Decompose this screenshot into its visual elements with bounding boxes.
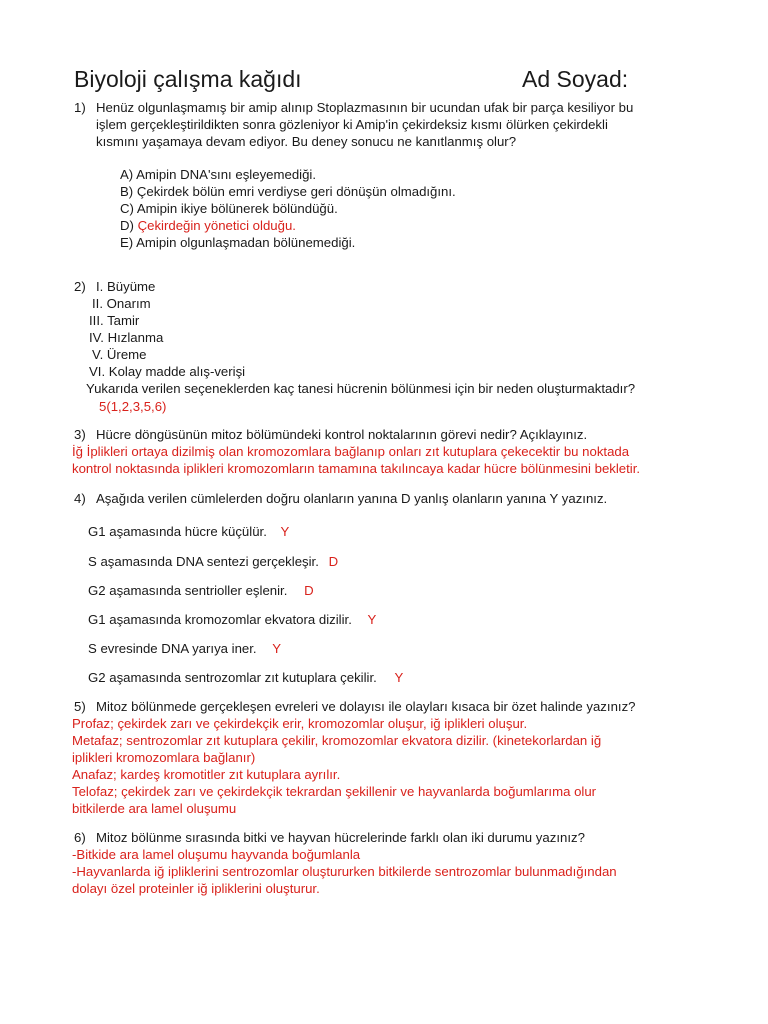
q5-answer-line-1: Profaz; çekirdek zarı ve çekirdekçik erir, kromozomlar oluşur, iğ iplikleri oluşur. — [72, 716, 528, 731]
statement-answer: Y — [367, 612, 377, 627]
q1-option-c — [120, 200, 338, 217]
q3-answer-line-1: İğ İplikleri ortaya dizilmiş olan kromozomlara bağlanıp onları zıt kutuplara çekecektir bu noktada — [72, 444, 630, 459]
q2-number: 2) — [74, 279, 86, 294]
q3-answer-line-2: kontrol noktasında iplikleri kromozomların tamamına takılıncaya kadar hücre bölünmesini bekletir. — [72, 461, 641, 476]
q1-option-e — [120, 234, 355, 251]
q2-item-2: II. Onarım — [92, 296, 151, 311]
q5-answer-line-3: iplikleri kromozomlara bağlanır) — [72, 750, 256, 765]
name-label: Ad Soyad: — [522, 66, 629, 92]
statement-text: G2 aşamasında sentrozomlar zıt kutuplara çekilir. — [88, 670, 377, 685]
option-label: B) — [120, 184, 134, 199]
q2-item-1: I. Büyüme — [96, 279, 156, 294]
statement-text: G1 aşamasında kromozomlar ekvatora dizilir. — [88, 612, 352, 627]
statement-answer: D — [328, 554, 339, 569]
option-text-answer: Çekirdeğin yönetici olduğu. — [137, 218, 296, 233]
q2-question: Yukarıda verilen seçeneklerden kaç tanesi hücrenin bölünmesi için bir neden oluşturmaktadır? — [86, 381, 636, 396]
q4-statement-1 — [88, 523, 289, 540]
q3-question: Hücre döngüsünün mitoz bölümündeki kontrol noktalarının görevi nedir? Açıklayınız. — [96, 427, 588, 442]
option-label: E) — [120, 235, 134, 250]
q1-line-2: işlem gerçekleştirildikten sonra gözleniyor ki Amip'in çekirdeksiz kısmı ölürken çekirdekli — [96, 117, 608, 132]
q5-answer-line-6: bitkilerde ara lamel oluşumu — [72, 801, 237, 816]
option-label: A) — [120, 167, 134, 182]
statement-answer: Y — [280, 524, 290, 539]
page-title: Biyoloji çalışma kağıdı — [74, 66, 302, 92]
statement-text: S evresinde DNA yarıya iner. — [88, 641, 257, 656]
q4-statement-4 — [88, 611, 376, 628]
q6-answer-line-1: -Bitkide ara lamel oluşumu hayvanda boğumlanla — [72, 847, 361, 862]
q5-number: 5) — [74, 699, 86, 714]
statement-answer: Y — [272, 641, 282, 656]
q1-line-1: Henüz olgunlaşmamış bir amip alınıp Stoplazmasının bir ucundan ufak bir parça kesiliyor bu — [96, 100, 634, 115]
q1-option-b — [120, 183, 456, 200]
q6-answer-line-3: dolayı özel proteinler iğ ipliklerini oluşturur. — [72, 881, 320, 896]
q4-statement-3 — [88, 582, 314, 599]
q5-question: Mitoz bölünmede gerçekleşen evreleri ve dolayısı ile olayları kısaca bir özet halinde yazınız? — [96, 699, 636, 714]
option-text: Çekirdek bölün emri verdiyse geri dönüşün olmadığını. — [136, 184, 456, 199]
option-label: C) — [120, 201, 134, 216]
option-text: Amipin ikiye bölünerek bölündüğü. — [136, 201, 338, 216]
q2-item-3: III. Tamir — [89, 313, 140, 328]
q2-item-4: IV. Hızlanma — [89, 330, 164, 345]
statement-answer: D — [304, 583, 314, 598]
option-label: D) — [120, 218, 134, 233]
q5-answer-line-2: Metafaz; sentrozomlar zıt kutuplara çekilir, kromozomlar ekvatora dizilir. (kinetekorlardan iğ — [72, 733, 602, 748]
statement-answer: Y — [394, 670, 404, 685]
q3-number: 3) — [74, 427, 86, 442]
q5-answer-line-5: Telofaz; çekirdek zarı ve çekirdekçik tekrardan şekillenir ve hayvanlarda boğumlarıma olur — [72, 784, 597, 799]
q6-question: Mitoz bölünme sırasında bitki ve hayvan hücrelerinde farklı olan iki durumu yazınız? — [96, 830, 585, 845]
statement-text: G1 aşamasında hücre küçülür. — [88, 524, 267, 539]
q5-answer-line-4: Anafaz; kardeş kromotitler zıt kutuplara ayrılır. — [72, 767, 341, 782]
q4-statement-5 — [88, 640, 281, 657]
q1-number: 1) — [74, 100, 86, 115]
q1-option-a — [120, 166, 316, 183]
statement-text: G2 aşamasında sentrioller eşlenir. — [88, 583, 288, 598]
q4-number: 4) — [74, 491, 86, 506]
q2-item-5: V. Üreme — [92, 347, 147, 362]
option-text: Amipin olgunlaşmadan bölünemediği. — [136, 235, 356, 250]
q2-answer: 5(1,2,3,5,6) — [99, 399, 167, 414]
option-text: Amipin DNA'sını eşleyemediği. — [136, 167, 317, 182]
q4-statement-6 — [88, 669, 403, 686]
q4-question: Aşağıda verilen cümlelerden doğru olanların yanına D yanlış olanların yanına Y yazınız. — [96, 491, 608, 506]
q6-answer-line-2: -Hayvanlarda iğ ipliklerini sentrozomlar oluştururken bitkilerde sentrozomlar bulunmadığından — [72, 864, 617, 879]
q2-item-6: VI. Kolay madde alış-verişi — [89, 364, 246, 379]
statement-text: S aşamasında DNA sentezi gerçekleşir. — [88, 554, 319, 569]
q1-line-3: kısmını yaşamaya devam ediyor. Bu deney sonucu ne kanıtlanmış olur? — [96, 134, 517, 149]
q1-option-d — [120, 217, 296, 234]
q4-statement-2 — [88, 553, 338, 570]
q6-number: 6) — [74, 830, 86, 845]
